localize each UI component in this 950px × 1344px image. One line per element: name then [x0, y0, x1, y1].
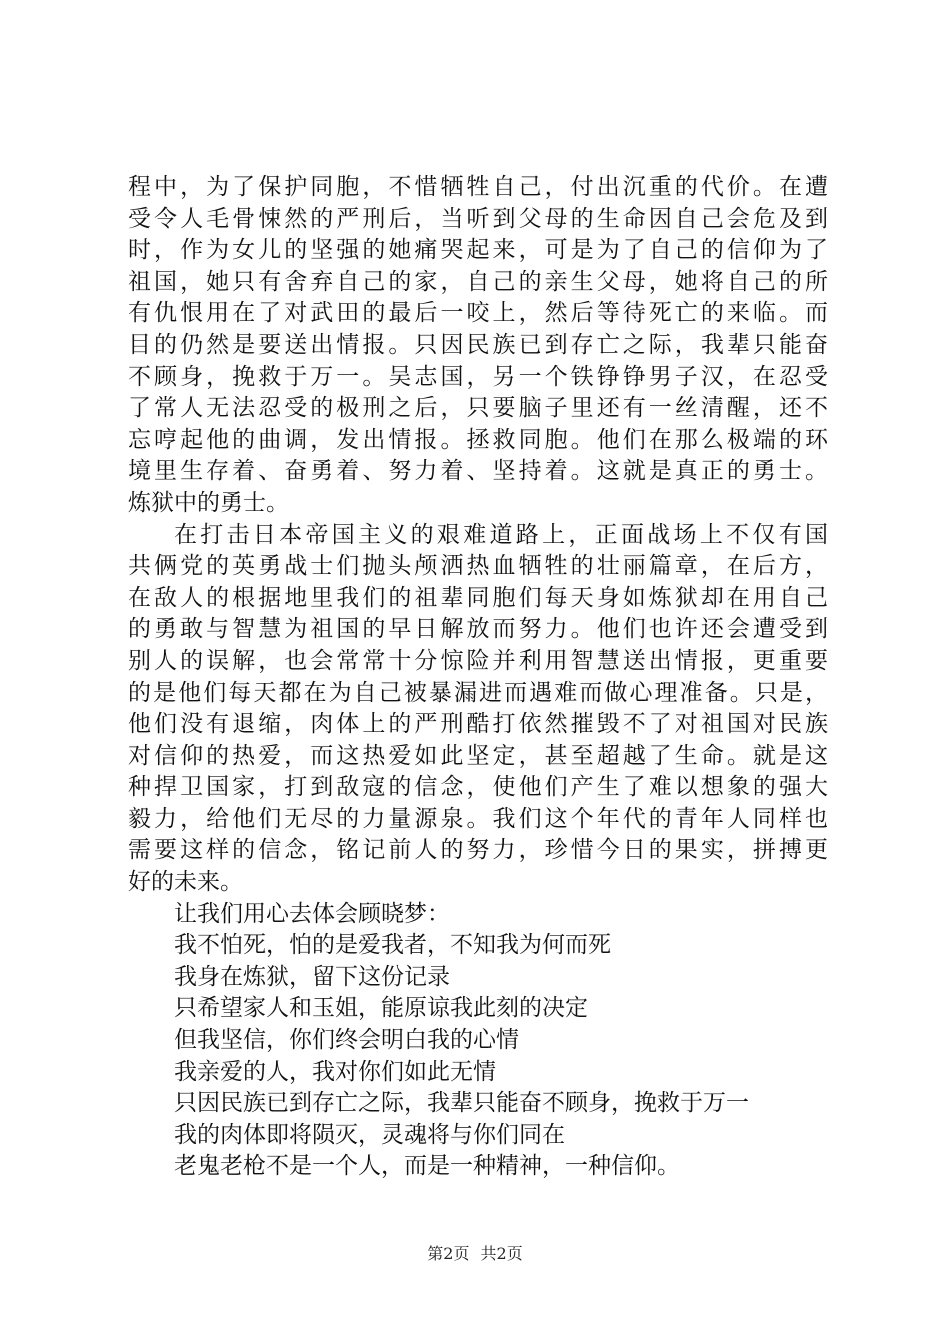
poem-line: 我的肉体即将陨灭，灵魂将与你们同在 [174, 1121, 565, 1148]
paragraph-line: 不顾身，挽救于万一。吴志国，另一个铁铮铮男子汉，在忍受 [128, 363, 828, 390]
paragraph-line: 受令人毛骨悚然的严刑后，当听到父母的生命因自己会危及到 [128, 205, 828, 232]
paragraph-line: 忘哼起他的曲调，发出情报。拯救同胞。他们在那么极端的环 [128, 426, 828, 453]
poem-intro: 让我们用心去体会顾晓梦： [174, 900, 450, 927]
body-text [128, 172, 828, 1183]
poem-line: 我不怕死，怕的是爱我者，不知我为何而死 [174, 932, 611, 959]
page-number: 第2页 [427, 1244, 470, 1263]
paragraph-line: 有仇恨用在了对武田的最后一咬上，然后等待死亡的来临。而 [128, 300, 828, 327]
paragraph-line: 他们没有退缩，肉体上的严刑酷打依然摧毁不了对祖国对民族 [128, 711, 828, 738]
paragraph-line: 需要这样的信念，铭记前人的努力，珍惜今日的果实，拼搏更 [128, 837, 828, 864]
poem-line: 我亲爱的人，我对你们如此无情 [174, 1058, 496, 1085]
poem-line: 只因民族已到存亡之际，我辈只能奋不顾身，挽救于万一 [174, 1090, 749, 1117]
paragraph-2 [128, 520, 828, 899]
poem-line: 老鬼老枪不是一个人，而是一种精神，一种信仰。 [174, 1153, 680, 1180]
paragraph-line: 在敌人的根据地里我们的祖辈同胞们每天身如炼狱却在用自己 [128, 584, 828, 611]
poem-line: 但我坚信，你们终会明白我的心情 [174, 1027, 519, 1054]
paragraph-line: 共俩党的英勇战士们抛头颅洒热血牺牲的壮丽篇章，在后方， [128, 553, 828, 580]
page-footer [0, 1244, 950, 1264]
paragraph-line: 目的仍然是要送出情报。只因民族已到存亡之际，我辈只能奋 [128, 331, 828, 358]
page-total: 共2页 [480, 1244, 523, 1263]
poem-block [128, 899, 828, 1183]
paragraph-line: 好的未来。 [128, 869, 243, 896]
paragraph-line: 程中，为了保护同胞，不惜牺牲自己，付出沉重的代价。在遭 [128, 174, 828, 200]
paragraph-line: 的勇敢与智慧为祖国的早日解放而努力。他们也许还会遭受到 [128, 616, 828, 643]
paragraph-line: 别人的误解，也会常常十分惊险并利用智慧送出情报，更重要 [128, 647, 828, 674]
paragraph-line: 对信仰的热爱，而这热爱如此坚定，甚至超越了生命。就是这 [128, 742, 828, 769]
paragraph-line: 境里生存着、奋勇着、努力着、坚持着。这就是真正的勇士。 [128, 458, 828, 485]
paragraph-line: 种捍卫国家，打到敌寇的信念，使他们产生了难以想象的强大 [128, 774, 828, 801]
paragraph-line: 的是他们每天都在为自己被暴漏进而遇难而做心理准备。只是， [128, 679, 828, 706]
poem-line: 只希望家人和玉姐，能原谅我此刻的决定 [174, 995, 588, 1022]
paragraph-line: 了常人无法忍受的极刑之后，只要脑子里还有一丝清醒，还不 [128, 395, 828, 422]
paragraph-line: 毅力，给他们无尽的力量源泉。我们这个年代的青年人同样也 [128, 805, 828, 832]
paragraph-line: 炼狱中的勇士。 [128, 489, 289, 516]
paragraph-1 [128, 172, 828, 520]
paragraph-line: 在打击日本帝国主义的艰难道路上，正面战场上不仅有国 [174, 521, 828, 548]
paragraph-line: 祖国，她只有舍弃自己的家，自己的亲生父母，她将自己的所 [128, 268, 828, 295]
paragraph-line: 时，作为女儿的坚强的她痛哭起来，可是为了自己的信仰为了 [128, 237, 828, 264]
poem-line: 我身在炼狱，留下这份记录 [174, 963, 450, 990]
